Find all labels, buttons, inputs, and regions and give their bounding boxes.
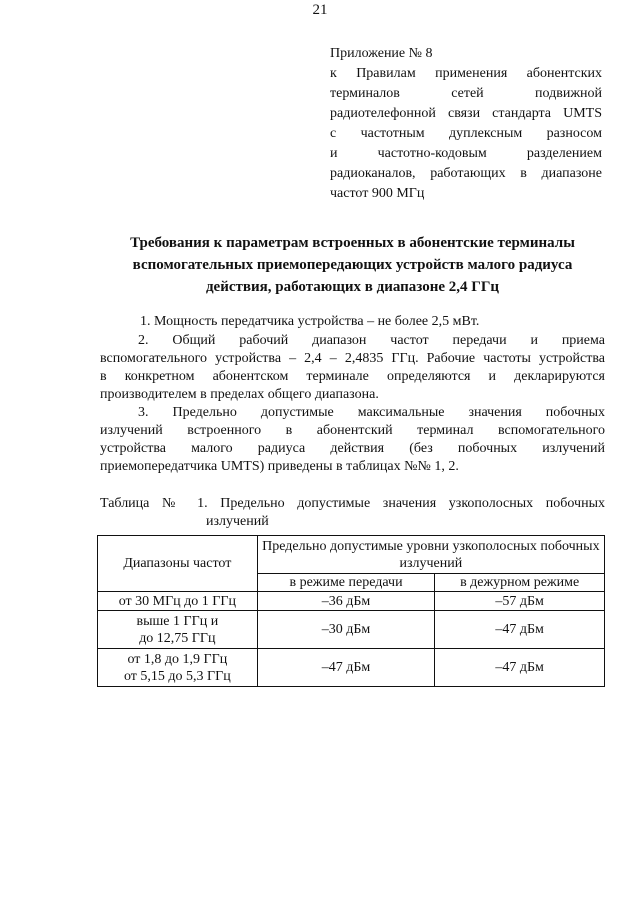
item-1 (100, 313, 605, 331)
item-line: вспомогательного устройства – 2,4 – 2,4835 ГГц. Рабочие частоты устройства (100, 351, 605, 366)
appendix-line: терминалов сетей подвижной (330, 86, 602, 101)
cell-standby-level: –57 дБм (435, 592, 605, 611)
title-line: Требования к параметрам встроенных в абонентские терминалы (130, 235, 575, 251)
item-line: в конкретном абонентском терминале определяются и декларируются (100, 369, 605, 384)
table-row (98, 611, 605, 649)
cell-standby-level: –47 дБм (435, 649, 605, 687)
header-transmit-mode: в режиме передачи (257, 574, 435, 592)
page-number: 21 (312, 2, 328, 18)
item-line: 2. Общий рабочий диапазон частот передачи и приема (138, 333, 605, 348)
item-line: производителем в пределах общего диапазона. (100, 387, 379, 402)
item-line: устройства малого радиуса действия (без побочных излучений (100, 441, 605, 456)
caption-line: Таблица № 1. Предельно допустимые значения узкополосных побочных (100, 496, 605, 511)
appendix-line: радиоканалов, работающих в диапазоне (330, 166, 602, 181)
item-line: 3. Предельно допустимые максимальные значения побочных (138, 405, 605, 420)
item-3 (100, 404, 605, 476)
appendix-line: радиотелефонной связи стандарта UMTS (330, 106, 602, 121)
range-line: от 1,8 до 1,9 ГГц (127, 651, 228, 667)
title-line: вспомогательных приемопередающих устройств малого радиуса (132, 257, 573, 273)
document-title (100, 232, 605, 298)
item-line: приемопередатчика UMTS) приведены в таблицах №№ 1, 2. (100, 459, 459, 474)
header-standby-mode: в дежурном режиме (435, 574, 605, 592)
cell-transmit-level: –36 дБм (257, 592, 435, 611)
title-line: действия, работающих в диапазоне 2,4 ГГц (205, 279, 500, 295)
item-2 (100, 332, 605, 404)
appendix-line: частот 900 МГц (330, 186, 425, 201)
appendix-header (330, 44, 602, 204)
caption-line: излучений (206, 514, 269, 529)
cell-frequency-range (98, 649, 258, 687)
cell-frequency-range (98, 592, 258, 611)
table-header-row (98, 536, 605, 574)
range-line: от 5,15 до 5,3 ГГц (123, 668, 231, 684)
table-row (98, 649, 605, 687)
cell-transmit-level: –30 дБм (257, 611, 435, 649)
header-limits-group: Предельно допустимые уровни узкополосных побочных излучений (257, 536, 604, 574)
cell-frequency-range (98, 611, 258, 649)
appendix-line: к Правилам применения абонентских (330, 66, 602, 81)
table-row (98, 592, 605, 611)
range-line: выше 1 ГГц и (136, 613, 219, 629)
cell-transmit-level: –47 дБм (257, 649, 435, 687)
range-line: до 12,75 ГГц (139, 630, 216, 646)
appendix-line: и частотно-кодовым разделением (330, 146, 602, 161)
header-frequency-ranges: Диапазоны частот (98, 536, 258, 592)
table-caption (100, 495, 605, 531)
appendix-line: Приложение № 8 (330, 46, 433, 61)
spurious-emissions-table (97, 535, 605, 687)
item-line: излучений встроенного в абонентский терминал вспомогательного (100, 423, 605, 438)
range-line: от 30 МГц до 1 ГГц (118, 593, 236, 609)
appendix-line: с частотным дуплексным разносом (330, 126, 602, 141)
cell-standby-level: –47 дБм (435, 611, 605, 649)
item-line: 1. Мощность передатчика устройства – не более 2,5 мВт. (140, 314, 480, 329)
